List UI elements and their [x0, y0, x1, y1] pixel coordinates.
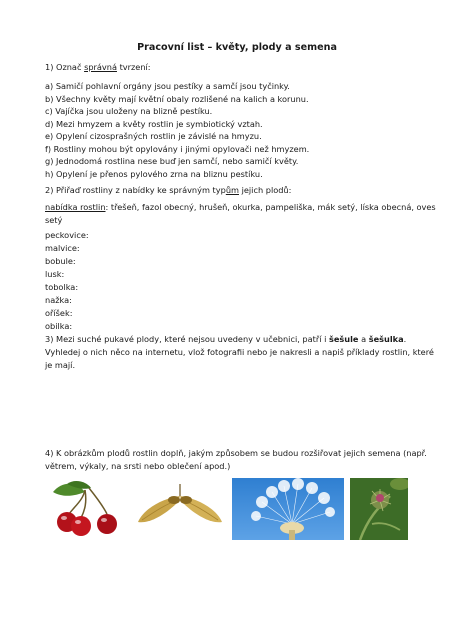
q1-statement-g: g) Jednodomá rostlina nese buď jen samčí, nebo samičí květy. — [45, 156, 299, 166]
q3-text-2: . Vyhledej o nich něco na internetu, vlož fotografii nebo je nakresli a napiš příklady rostlin, které je mají. — [45, 334, 434, 370]
fruit-type-nazka: nažka: — [45, 295, 72, 305]
q1-statement-e: e) Opylení cizosprašných rostlin je závislé na hmyzu. — [45, 131, 262, 141]
page-title: Pracovní list – květy, plody a semena — [137, 42, 337, 53]
fruit-type-orisek: oříšek: — [45, 308, 73, 318]
q2-suffix: jejich plodů: — [238, 185, 292, 195]
q1-statement-h: h) Opylení je přenos pylového zrna na bliznu pestíku. — [45, 169, 263, 179]
q2-underlined-part: ům — [225, 185, 239, 195]
q2-plant-offer — [45, 201, 440, 227]
fruit-type-peckovice: peckovice: — [45, 230, 89, 240]
q3-bold-sesulka: šešulka — [368, 334, 404, 344]
q3-text-1: 3) Mezi suché pukavé plody, které nejsou uvedeny v učebnici, patří i — [45, 334, 329, 344]
q1-prefix: 1) Označ — [45, 62, 85, 72]
q2-offer-list: : třešeň, fazol obecný, hrušeň, okurka, pampeliška, mák setý, líska obecná, oves setý — [45, 202, 436, 225]
q2-heading — [45, 185, 291, 196]
q3-conjunction: a — [358, 334, 369, 344]
q2-offer-label: nabídka rostlin — [45, 202, 106, 212]
burdock-fruit-photo — [350, 478, 408, 540]
maple-samara-photo — [134, 478, 226, 540]
cherries-photo — [45, 478, 125, 540]
q4-paragraph: 4) K obrázkům plodů rostlin doplň, jakým způsobem se budou rozšiřovat jejich semena (např. větrem, výkaly, na srsti nebo oblečení apod.) — [45, 448, 427, 471]
q3-paragraph — [45, 333, 443, 372]
fruit-type-lusk: lusk: — [45, 269, 65, 279]
q1-statement-f: f) Rostliny mohou být opylovány i jinými opylovači než hmyzem. — [45, 144, 310, 154]
q3-bold-sesule: šešule — [328, 334, 359, 344]
q1-statement-a: a) Samičí pohlavní orgány jsou pestíky a samčí jsou tyčinky. — [45, 81, 290, 91]
fruit-type-malvice: malvice: — [45, 243, 80, 253]
q2-prefix: 2) Přiřaď rostliny z nabídky ke správným typ — [45, 185, 226, 195]
q1-underlined-word: správná — [84, 62, 117, 72]
fruit-type-bobule: bobule: — [45, 256, 76, 266]
q1-statement-c: c) Vajíčka jsou uloženy na blizně pestíku. — [45, 106, 213, 116]
dandelion-seeds-photo — [232, 478, 344, 540]
q1-heading — [45, 62, 151, 73]
fruit-type-tobolka: tobolka: — [45, 282, 79, 292]
fruit-type-obilka: obilka: — [45, 321, 73, 331]
q1-statement-b: b) Všechny květy mají květní obaly rozlišené na kalich a korunu. — [45, 94, 309, 104]
q1-suffix: tvrzení: — [116, 62, 151, 72]
q1-statement-d: d) Mezi hmyzem a květy rostlin je symbiotický vztah. — [45, 119, 263, 129]
